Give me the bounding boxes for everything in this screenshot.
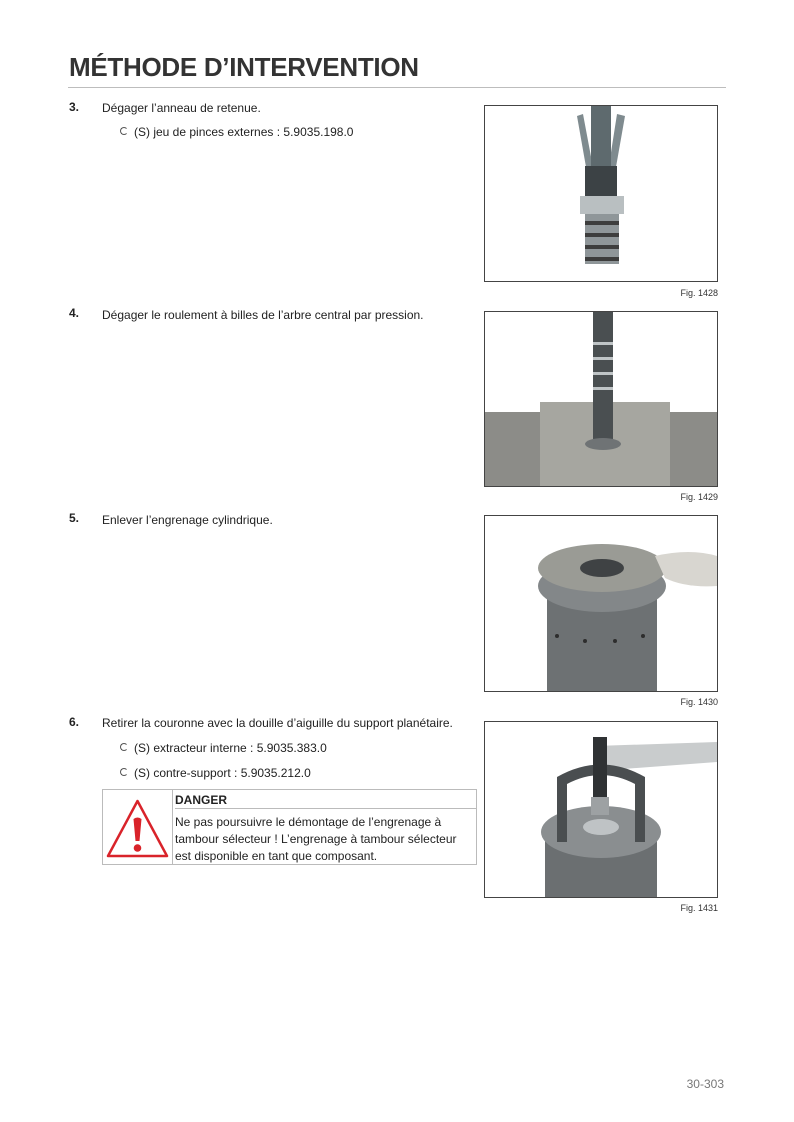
step-number: 3. bbox=[69, 100, 80, 114]
figure-1429 bbox=[484, 311, 718, 487]
danger-box bbox=[102, 789, 477, 865]
danger-icon-cell bbox=[103, 790, 173, 864]
step-text: Dégager l’anneau de retenue. bbox=[102, 101, 261, 115]
step-number: 6. bbox=[69, 715, 80, 729]
bullet-icon bbox=[120, 743, 128, 751]
bullet-icon bbox=[120, 127, 128, 135]
page-title: MÉTHODE D’INTERVENTION bbox=[69, 52, 419, 82]
warning-exclamation-icon bbox=[103, 790, 172, 864]
bullet-icon bbox=[120, 768, 128, 776]
danger-title: DANGER bbox=[175, 793, 228, 807]
figure-caption: Fig. 1429 bbox=[680, 492, 718, 502]
figure-caption: Fig. 1431 bbox=[680, 903, 718, 913]
step-text: Dégager le roulement à billes de l’arbre central par pression. bbox=[102, 308, 424, 322]
figure-1430 bbox=[484, 515, 718, 692]
figure-1431 bbox=[484, 721, 718, 898]
step-text: Enlever l’engrenage cylindrique. bbox=[102, 513, 273, 527]
step-number: 5. bbox=[69, 511, 80, 525]
figure-caption: Fig. 1430 bbox=[680, 697, 718, 707]
figure-caption: Fig. 1428 bbox=[680, 288, 718, 298]
step-number: 4. bbox=[69, 306, 80, 320]
tool-item: (S) extracteur interne : 5.9035.383.0 bbox=[120, 741, 327, 755]
tool-item: (S) contre-support : 5.9035.212.0 bbox=[120, 766, 311, 780]
tool-item: (S) jeu de pinces externes : 5.9035.198.0 bbox=[120, 125, 353, 139]
page-number: 30-303 bbox=[686, 1077, 724, 1091]
step-text: Retirer la couronne avec la douille d’aiguille du support planétaire. bbox=[102, 716, 453, 730]
title-rule bbox=[68, 87, 726, 88]
danger-text: Ne pas poursuivre le démontage de l’engrenage à tambour sélecteur ! L’engrenage à tambour sélecteur est disponible en tant que composant. bbox=[175, 815, 457, 863]
figure-1428 bbox=[484, 105, 718, 282]
danger-divider bbox=[175, 808, 476, 809]
